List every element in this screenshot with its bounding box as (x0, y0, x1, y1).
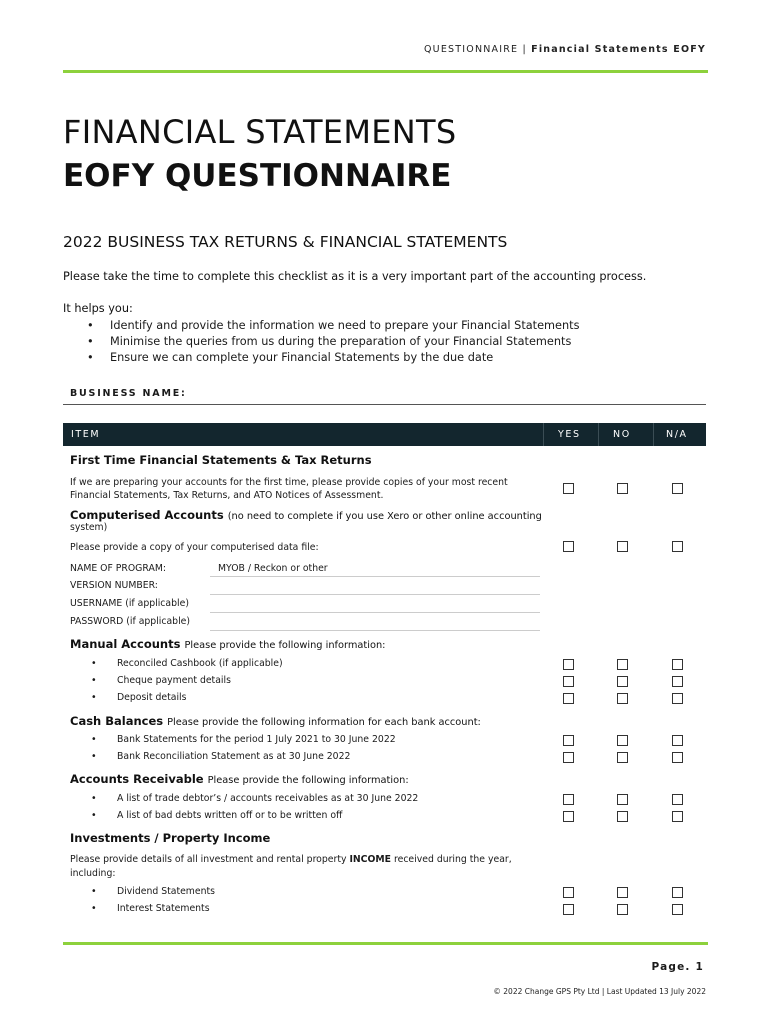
col-item: ITEM (71, 429, 101, 440)
receivable-2-no-checkbox[interactable] (617, 811, 628, 822)
col-no: NO (613, 429, 631, 440)
investments-text: Please provide details of all investment and rental property INCOME received during the year, (70, 854, 512, 865)
manual-1-no-checkbox[interactable] (617, 659, 628, 670)
footer-divider (63, 942, 708, 945)
helps-item: • Identify and provide the information we need to prepare your Financial Statements (63, 318, 579, 334)
cash-item: Bank Reconciliation Statement as at 30 June 2022 (117, 751, 351, 762)
page-subtitle: 2022 BUSINESS TAX RETURNS & FINANCIAL STATEMENTS (63, 233, 508, 251)
version-field[interactable] (210, 594, 540, 595)
cash-item: Bank Statements for the period 1 July 2021 to 30 June 2022 (117, 734, 396, 745)
running-header (424, 44, 706, 55)
manual-3-na-checkbox[interactable] (672, 693, 683, 704)
username-field[interactable] (210, 612, 540, 613)
investments-2-no-checkbox[interactable] (617, 904, 628, 915)
program-label: NAME OF PROGRAM: (70, 563, 166, 574)
password-label: PASSWORD (if applicable) (70, 616, 191, 627)
manual-2-yes-checkbox[interactable] (563, 676, 574, 687)
section-manual-title: Manual Accounts Please provide the following information: (70, 637, 386, 651)
manual-2-no-checkbox[interactable] (617, 676, 628, 687)
helps-label: It helps you: (63, 302, 133, 315)
business-name-label: BUSINESS NAME: (70, 388, 187, 399)
manual-item: Reconciled Cashbook (if applicable) (117, 658, 283, 669)
header-doc-title: Financial Statements EOFY (531, 44, 706, 55)
section-computerised-title: Computerised Accounts (no need to complete if you use Xero or other online accounting (70, 508, 542, 522)
computerised-note-2: system) (70, 522, 108, 533)
section-investments-title: Investments / Property Income (70, 831, 271, 845)
page-title-line1: FINANCIAL STATEMENTS (63, 113, 457, 151)
investments-text-2: including: (70, 868, 116, 879)
manual-1-na-checkbox[interactable] (672, 659, 683, 670)
first-time-text-1: If we are preparing your accounts for the first time, please provide copies of your most recent (70, 477, 508, 488)
manual-3-yes-checkbox[interactable] (563, 693, 574, 704)
manual-1-yes-checkbox[interactable] (563, 659, 574, 670)
manual-item: Deposit details (117, 692, 187, 703)
helps-item: • Ensure we can complete your Financial Statements by the due date (63, 350, 579, 366)
cash-1-na-checkbox[interactable] (672, 735, 683, 746)
section-first-time-title: First Time Financial Statements & Tax Returns (70, 453, 372, 467)
first-time-text-2: Financial Statements, Tax Returns, and ATO Notices of Assessment. (70, 490, 384, 501)
col-yes: YES (558, 429, 581, 440)
business-name-field[interactable] (63, 404, 706, 405)
receivable-1-na-checkbox[interactable] (672, 794, 683, 805)
receivable-item: A list of trade debtor’s / accounts receivables as at 30 June 2022 (117, 793, 419, 804)
table-header (63, 423, 706, 446)
receivable-1-yes-checkbox[interactable] (563, 794, 574, 805)
investments-2-yes-checkbox[interactable] (563, 904, 574, 915)
investments-2-na-checkbox[interactable] (672, 904, 683, 915)
cash-1-no-checkbox[interactable] (617, 735, 628, 746)
page-number: Page. 1 (651, 961, 704, 973)
investments-item: Dividend Statements (117, 886, 215, 897)
helps-list (63, 318, 579, 366)
investments-1-na-checkbox[interactable] (672, 887, 683, 898)
receivable-2-yes-checkbox[interactable] (563, 811, 574, 822)
section-receivable-title: Accounts Receivable Please provide the following information: (70, 772, 409, 786)
receivable-1-no-checkbox[interactable] (617, 794, 628, 805)
computerised-yes-checkbox[interactable] (563, 541, 574, 552)
footer-copyright: © 2022 Change GPS Pty Ltd | Last Updated 13 July 2022 (493, 987, 706, 996)
version-label: VERSION NUMBER: (70, 580, 158, 591)
col-na: N/A (666, 429, 688, 440)
manual-item: Cheque payment details (117, 675, 231, 686)
cash-2-na-checkbox[interactable] (672, 752, 683, 763)
computerised-request: Please provide a copy of your computerised data file: (70, 542, 319, 553)
investments-1-no-checkbox[interactable] (617, 887, 628, 898)
computerised-no-checkbox[interactable] (617, 541, 628, 552)
investments-item: Interest Statements (117, 903, 210, 914)
first-time-no-checkbox[interactable] (617, 483, 628, 494)
first-time-yes-checkbox[interactable] (563, 483, 574, 494)
receivable-item: A list of bad debts written off or to be written off (117, 810, 343, 821)
cash-1-yes-checkbox[interactable] (563, 735, 574, 746)
header-section: QUESTIONNAIRE | (424, 44, 527, 55)
investments-1-yes-checkbox[interactable] (563, 887, 574, 898)
program-value: MYOB / Reckon or other (218, 563, 328, 574)
page-title-line2: EOFY QUESTIONNAIRE (63, 158, 452, 194)
first-time-na-checkbox[interactable] (672, 483, 683, 494)
receivable-2-na-checkbox[interactable] (672, 811, 683, 822)
section-cash-title: Cash Balances Please provide the following information for each bank account: (70, 714, 481, 728)
manual-3-no-checkbox[interactable] (617, 693, 628, 704)
username-label: USERNAME (if applicable) (70, 598, 189, 609)
cash-2-yes-checkbox[interactable] (563, 752, 574, 763)
header-divider (63, 70, 708, 73)
computerised-na-checkbox[interactable] (672, 541, 683, 552)
helps-item: • Minimise the queries from us during the preparation of your Financial Statements (63, 334, 579, 350)
password-field[interactable] (210, 630, 540, 631)
manual-2-na-checkbox[interactable] (672, 676, 683, 687)
intro-text: Please take the time to complete this checklist as it is a very important part of the accounting process. (63, 270, 647, 283)
cash-2-no-checkbox[interactable] (617, 752, 628, 763)
